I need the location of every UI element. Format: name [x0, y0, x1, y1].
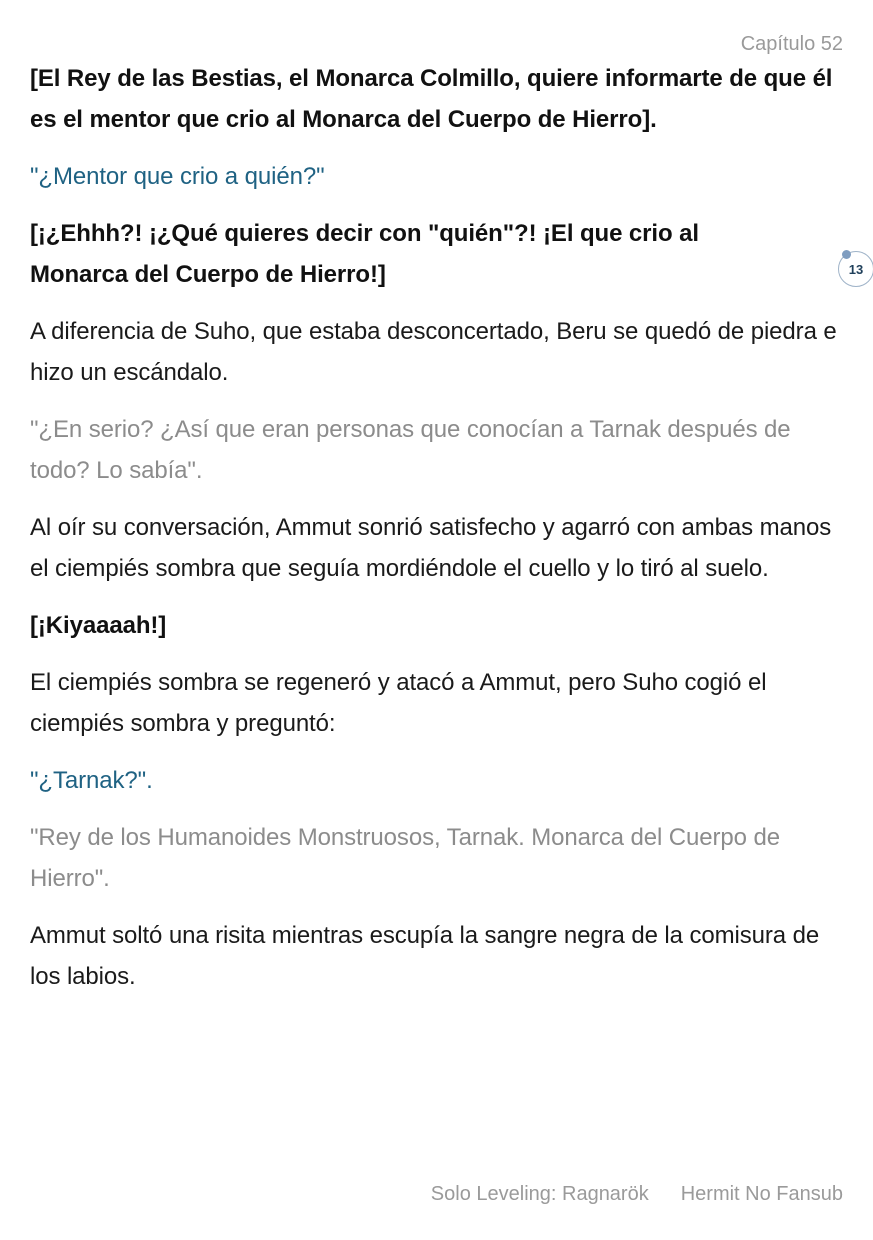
paragraph: "¿En serio? ¿Así que eran personas que conocían a Tarnak después de todo? Lo sabía".: [30, 416, 791, 484]
footer: [431, 1183, 843, 1206]
paragraph: Ammut soltó una risita mientras escupía la sangre negra de la comisura de los labios.: [30, 922, 820, 990]
translator-name: Hermit No Fansub: [680, 1183, 843, 1205]
comment-count-badge[interactable]: 13: [838, 251, 873, 287]
paragraph: [¡¿Ehhh?! ¡¿Qué quieres decir con "quién"?! ¡El que crio al Monarca del Cuerpo de Hierro!]: [30, 220, 699, 288]
paragraph: "¿Tarnak?".: [30, 767, 153, 794]
paragraph: El ciempiés sombra se regeneró y atacó a Ammut, pero Suho cogió el ciempiés sombra y preguntó:: [30, 669, 767, 737]
paragraph: [¡Kiyaaaah!]: [30, 612, 167, 639]
paragraph: A diferencia de Suho, que estaba desconcertado, Beru se quedó de piedra e hizo un escándalo.: [30, 318, 837, 386]
book-title: Solo Leveling: Ragnarök: [430, 1183, 649, 1205]
chapter-text: [30, 58, 845, 1013]
paragraph: Al oír su conversación, Ammut sonrió satisfecho y agarró con ambas manos el ciempiés sombra que seguía mordiéndole el cuello y lo tiró al suelo.: [30, 514, 832, 582]
badge-dot-icon: [842, 250, 851, 259]
chapter-label: Capítulo 52: [740, 33, 843, 55]
paragraph: "Rey de los Humanoides Monstruosos, Tarnak. Monarca del Cuerpo de Hierro".: [30, 824, 780, 892]
paragraph: [El Rey de las Bestias, el Monarca Colmillo, quiere informarte de que él es el mentor que crio al Monarca del Cuerpo de Hierro].: [30, 65, 833, 133]
paragraph: "¿Mentor que crio a quién?": [30, 163, 325, 190]
